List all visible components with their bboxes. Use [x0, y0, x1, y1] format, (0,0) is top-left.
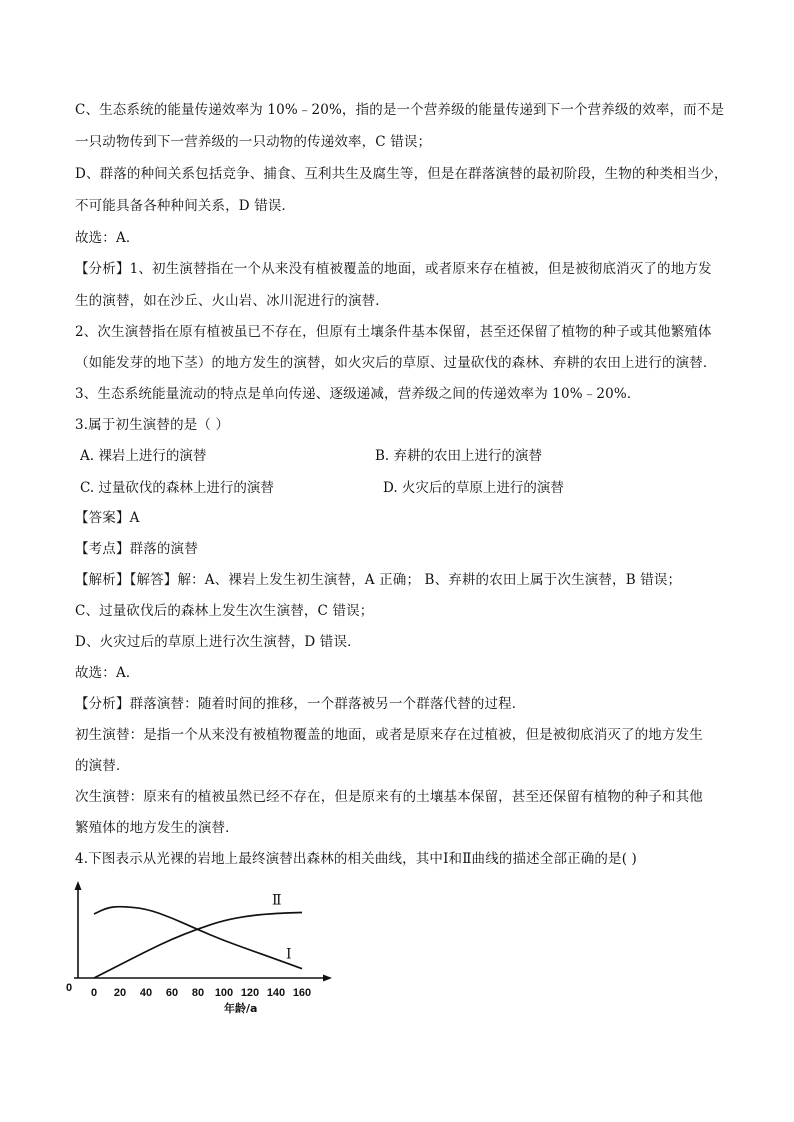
series-label-1: Ⅰ: [286, 946, 292, 963]
text-line: 故选：A．: [75, 665, 140, 681]
text-line: 【分析】1、初生演替指在一个从来没有植被覆盖的地面，或者原来存在植被，但是被彻底消灭了的地方发: [75, 261, 712, 277]
text-line: 次生演替：原来有的植被虽然已经不存在，但是原来有的土壤基本保留，甚至还保留有植物的种子和其他: [75, 789, 703, 805]
x-axis-title: 年龄/a: [224, 1002, 258, 1015]
text-line: 初生演替：是指一个从来没有被植物覆盖的地面，或者是原来存在过植被，但是被彻底消灭了的地方发生: [75, 727, 703, 743]
x-tick-label: 120: [240, 987, 260, 999]
x-tick-label: 40: [139, 987, 153, 999]
q3-option-c: C. 过量砍伐的森林上进行的演替: [80, 480, 274, 496]
text-line: 不可能具备各种种间关系，D 错误．: [75, 198, 296, 214]
x-tick-label: 80: [191, 987, 205, 999]
x-tick-label: 0: [90, 987, 98, 999]
x-tick-label: 160: [292, 987, 312, 999]
text-line: C、生态系统的能量传递效率为 10%﹣20%，指的是一个营养级的能量传递到下一个营养级的效率，而不是: [75, 102, 725, 118]
text-line: 【解析】【解答】解：A、裸岩上发生初生演替，A 正确； B、弃耕的农田上属于次生演替，B 错误；: [75, 572, 682, 588]
text-line: 故选：A．: [75, 230, 140, 246]
series-label-2: Ⅱ: [272, 892, 282, 909]
topic-line: 【考点】群落的演替: [75, 541, 198, 557]
x-tick-label: 100: [214, 987, 234, 999]
series-line-1: [94, 907, 302, 969]
text-line: 3、生态系统能量流动的特点是单向传递、逐级递减，营养级之间的传递效率为 10%﹣20%．: [75, 386, 641, 402]
text-line: 一只动物传到下一营养级的一只动物的传递效率，C 错误；: [75, 134, 432, 150]
text-line: 繁殖体的地方发生的演替．: [75, 820, 239, 836]
text-line: C、过量砍伐后的森林上发生次生演替，C 错误；: [75, 603, 374, 619]
x-tick-label: 60: [165, 987, 179, 999]
question-4-stem: 4.下图表示从光裸的岩地上最终演替出森林的相关曲线，其中Ⅰ和Ⅱ曲线的描述全部正确的是( ): [75, 851, 637, 867]
q3-option-d: D. 火灾后的草原上进行的演替: [383, 480, 564, 496]
text-line: （如能发芽的地下茎）的地方发生的演替，如火灾后的草原、过量砍伐的森林、弃耕的农田上进行的演替．: [75, 355, 717, 371]
question-3-stem: 3.属于初生演替的是（ ）: [75, 417, 230, 433]
text-line: 生的演替，如在沙丘、火山岩、冰川泥进行的演替．: [75, 293, 389, 309]
x-tick-label: 20: [113, 987, 127, 999]
series-group: [94, 892, 302, 978]
text-line: D、火灾过后的草原上进行次生演替，D 错误．: [75, 634, 361, 650]
series-line-2: [94, 912, 302, 978]
text-line: D、群落的种间关系包括竞争、捕食、互利共生及腐生等，但是在群落演替的最初阶段，生物的种类相当少，: [75, 166, 728, 182]
text-line: 2、次生演替指在原有植被虽已不存在，但原有土壤条件基本保留，甚至还保留了植物的种子或其他繁殖体: [75, 324, 712, 340]
x-axis: [74, 975, 332, 982]
text-line: 的演替．: [75, 758, 130, 774]
answer-line: 【答案】A: [75, 510, 140, 526]
succession-line-chart: [60, 878, 350, 1018]
origin-label: 0: [66, 982, 73, 994]
text-line: 【分析】群落演替：随着时间的推移，一个群落被另一个群落代替的过程．: [75, 696, 526, 712]
y-axis: [75, 881, 82, 978]
x-tick-label: 140: [266, 987, 286, 999]
q3-option-a: A. 裸岩上进行的演替: [80, 448, 207, 464]
x-tick-labels: [91, 987, 311, 999]
q3-option-b: B. 弃耕的农田上进行的演替: [375, 448, 543, 464]
